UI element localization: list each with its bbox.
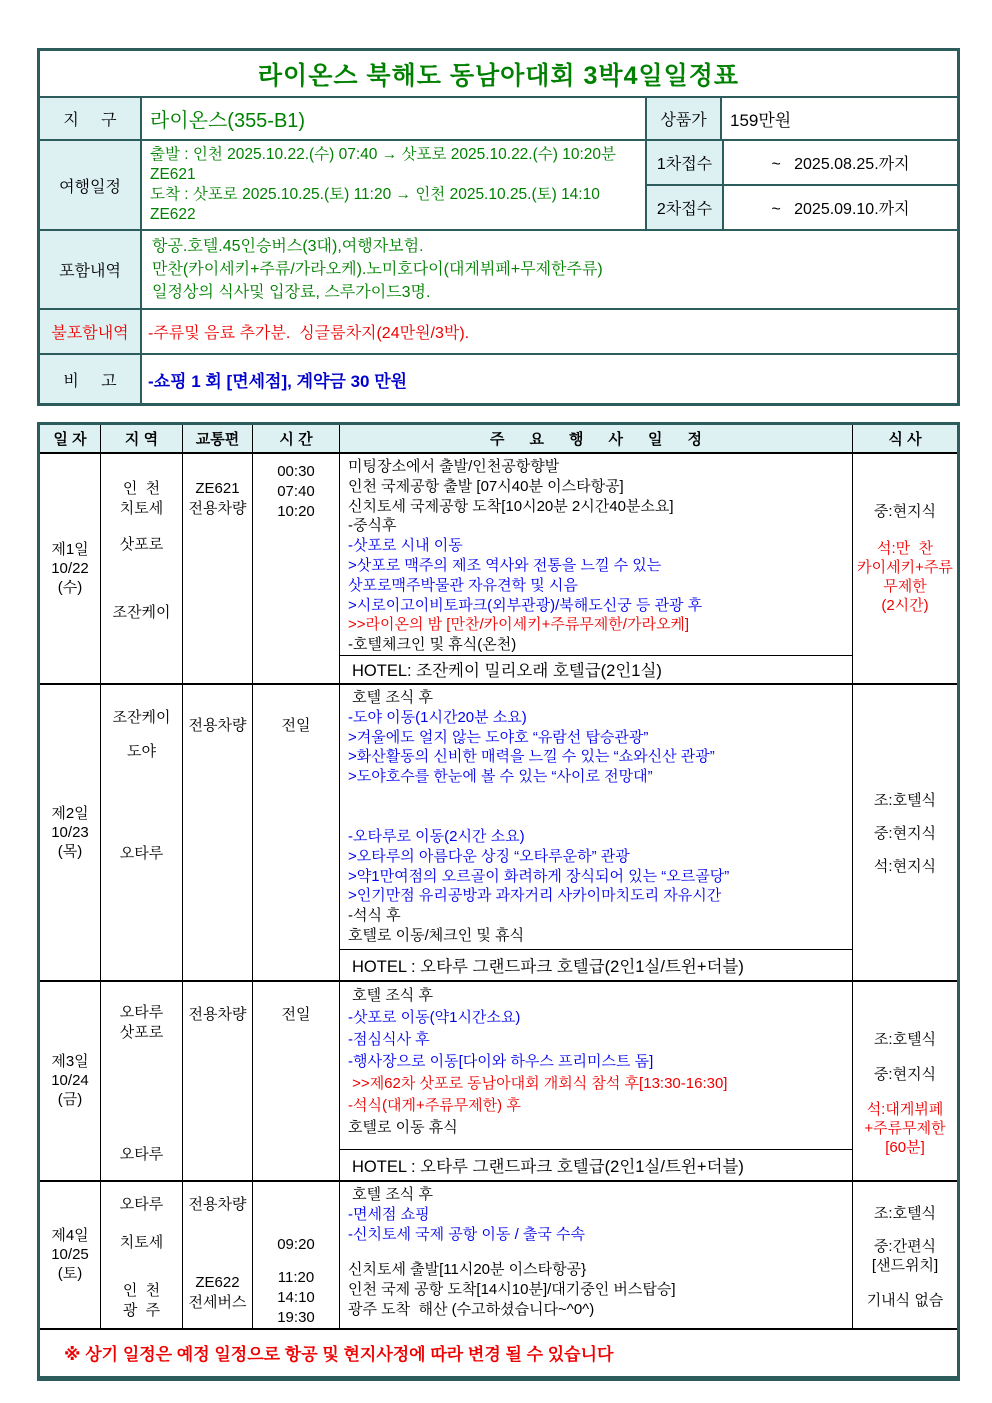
transport-cell [183, 982, 253, 1180]
meal-line: 카이세키+주류무제한 [857, 559, 953, 595]
schedule-row [40, 139, 957, 229]
day-row-2 [40, 683, 957, 980]
date-line: 10/25 [51, 1246, 89, 1264]
event-line: -호텔체크인 및 휴식(온천) [348, 636, 517, 654]
event-line: 호텔로 이동 휴식 [348, 1118, 458, 1136]
meal-line: 조:호텔식 [873, 1204, 937, 1222]
date-cell [40, 454, 101, 683]
region-line: 오타루 [119, 1003, 164, 1021]
reception-2-value: ~ 2025.09.10.까지 [771, 201, 910, 218]
event-line: >삿포로 맥주의 제조 역사와 전통을 느낄 수 있는 [348, 556, 662, 574]
event-line: 신치토세 국제공항 도착[10시20분 2시간40분소요] [348, 497, 674, 515]
meal-line: 중:간편식 [873, 1237, 937, 1255]
event-line: 삿포로맥주박물관 자유견학 및 시음 [348, 576, 578, 594]
meal-line: (2시간) [881, 597, 929, 614]
event-line: >인기만점 유리공방과 과자거리 사카이마치도리 자유시간 [348, 887, 722, 905]
exclude-label: 불포함내역 [40, 310, 142, 353]
price-label: 상품가 [645, 98, 722, 139]
event-line: 호텔 조식 후 [348, 688, 433, 706]
date-cell [40, 982, 101, 1180]
time-line: 00:30 [277, 463, 315, 480]
time-line: 전일 [281, 716, 311, 734]
page-title: 라이온스 북해도 동남아대회 3박4일일정표 [257, 61, 740, 90]
region-line: 광 주 [122, 1301, 161, 1319]
date-cell [40, 1182, 101, 1328]
meal-line: 석:현지식 [873, 857, 937, 875]
title-row [40, 51, 957, 96]
event-line: 광주 도착 해산 (수고하셨습니다~^0^) [348, 1300, 595, 1318]
date-line: 10/24 [51, 1072, 89, 1090]
include-content [142, 231, 957, 308]
meal-line: 석:만 찬 [877, 540, 933, 557]
hotel-info: HOTEL : 오타루 그랜드파크 호텔급(2인1실/트윈+더블) [340, 949, 852, 980]
transport-cell [183, 1182, 253, 1328]
region-line: 오타루 [119, 1145, 164, 1163]
date-line: 제1일 [51, 540, 89, 558]
region-line: 오타루 [119, 1195, 164, 1213]
date-line: (수) [57, 578, 83, 596]
time-cell [253, 982, 340, 1180]
event-list [340, 454, 852, 655]
event-line: >약1만여점의 오르골이 화려하게 장식되어 있는 “오르골당” [348, 867, 730, 885]
events-cell [340, 685, 853, 980]
itinerary-table [37, 422, 960, 1381]
transport-line: 전용차량 [188, 716, 247, 734]
region-cell [101, 685, 183, 980]
event-line: -도야 이동(1시간20분 소요) [348, 708, 527, 726]
region-line: 삿포로 [119, 536, 164, 553]
time-line: 09:20 [277, 1235, 315, 1253]
event-line: >겨울에도 얼지 않는 도야호 “유람선 탑승관광” [348, 728, 649, 746]
transport-line: ZE621 [195, 480, 240, 497]
meal-line: 중:현지식 [873, 503, 937, 520]
transport-line: 전용차량 [188, 500, 247, 517]
include-row [40, 229, 957, 308]
meal-cell [853, 1182, 957, 1328]
note-row [40, 353, 957, 403]
price-value: 159만원 [730, 111, 792, 130]
day-row-4 [40, 1180, 957, 1328]
day-row-3 [40, 980, 957, 1180]
date-cell [40, 685, 101, 980]
time-line: 19:30 [277, 1308, 315, 1326]
include-line: 항공.호텔.45인승버스(3대),여행자보험. [152, 238, 424, 255]
time-line: 11:20 [277, 1268, 315, 1286]
reception-1-label: 1차접수 [647, 141, 724, 184]
region-cell [101, 1182, 183, 1328]
transport-cell [183, 454, 253, 683]
flight-schedule [142, 141, 645, 229]
date-line: 제4일 [51, 1227, 89, 1245]
header-date: 일 자 [40, 425, 101, 452]
event-list [340, 685, 852, 949]
event-line: >>제62차 삿포로 동남아대회 개회식 참석 후[13:30-16:30] [348, 1074, 728, 1092]
meal-line: [샌드위치] [871, 1256, 939, 1274]
meal-cell [853, 685, 957, 980]
event-line: -삿포로 시내 이동 [348, 537, 463, 555]
itinerary-header-row [40, 425, 957, 452]
note-label: 비 고 [40, 355, 142, 403]
date-line: (목) [57, 842, 83, 860]
event-line: 인천 국제 공항 도착[14시10분]/대기중인 버스탑승] [348, 1281, 676, 1299]
meal-line: 중:현지식 [873, 824, 937, 842]
note-line: -쇼핑 1 회 [면세점], 계약금 30 만원 [148, 371, 408, 391]
exclude-row [40, 308, 957, 353]
include-label: 포함내역 [40, 231, 142, 308]
time-line: 10:20 [277, 503, 315, 520]
date-line: (금) [57, 1091, 83, 1109]
meal-line: 기내식 없슴 [866, 1291, 944, 1309]
schedule-line: 도착 : 삿포로 2025.10.25.(토) 11:20 → 인천 2025.10.25.(토) 14:10 ZE622 [150, 186, 605, 223]
include-line: 만찬(카이세키+주류/가라오케).노미호다이(대게뷔페+무제한주류) [152, 261, 603, 278]
reception-block [645, 141, 957, 229]
hotel-info: HOTEL: 조잔케이 밀리오래 호텔급(2인1실) [340, 655, 852, 683]
meal-line: 조:호텔식 [873, 1030, 937, 1048]
transport-line: 전세버스 [188, 1293, 247, 1311]
meal-cell [853, 982, 957, 1180]
hotel-info: HOTEL : 오타루 그랜드파크 호텔급(2인1실/트윈+더블) [340, 1149, 852, 1180]
schedule-line: 출발 : 인천 2025.10.22.(수) 07:40 → 삿포로 2025.10.22.(수) 10:20분 ZE621 [150, 146, 621, 183]
event-line: -신치토세 국제 공항 이동 / 출국 수속 [348, 1225, 586, 1243]
reception-1-row [647, 141, 957, 184]
footer-row [40, 1328, 957, 1376]
time-cell [253, 685, 340, 980]
event-line: -석식(대게+주류무제한) 후 [348, 1096, 521, 1114]
region-line: 삿포로 [119, 1023, 164, 1041]
meal-line: 조:호텔식 [873, 791, 937, 809]
event-line: >오타루의 아름다운 상징 “오타루운하” 관광 [348, 847, 630, 865]
date-line: (토) [57, 1265, 83, 1283]
event-line: 미팅장소에서 출발/인천공항향발 [348, 458, 560, 475]
time-cell [253, 1182, 340, 1328]
event-line: -점심식사 후 [348, 1030, 430, 1048]
event-line: -중식후 [348, 517, 397, 535]
region-line: 조잔케이 [112, 604, 171, 621]
event-line: -오타루로 이동(2시간 소요) [348, 827, 525, 845]
district-label: 지 구 [40, 98, 142, 139]
event-line: 호텔로 이동/체크인 및 휴식 [348, 926, 525, 944]
header-transport: 교통편 [183, 425, 253, 452]
event-list [340, 1182, 852, 1328]
district-row [40, 96, 957, 139]
region-cell [101, 454, 183, 683]
event-line: >>라이온의 밤 [만찬/카이세키+주류무제한/가라오케] [348, 616, 690, 634]
event-line: 신치토세 출발[11시20분 이스타항공} [348, 1261, 587, 1279]
exclude-content [142, 310, 957, 353]
region-line: 오타루 [119, 844, 164, 862]
include-line: 일정상의 식사및 입장료, 스루가이드3명. [152, 284, 431, 301]
event-line: -석식 후 [348, 907, 401, 925]
disclaimer-text: ※ 상기 일정은 예정 일정으로 항공 및 현지사정에 따라 변경 될 수 있습니다 [64, 1345, 614, 1365]
schedule-label: 여행일정 [40, 141, 142, 229]
time-line: 전일 [281, 1005, 311, 1023]
reception-2-label: 2차접수 [647, 186, 724, 229]
event-line: 호텔 조식 후 [348, 1185, 433, 1203]
event-line: -면세점 쇼핑 [348, 1205, 430, 1223]
date-line: 10/23 [51, 823, 89, 841]
date-line: 제2일 [51, 804, 89, 822]
region-cell [101, 982, 183, 1180]
event-line: -행사장으로 이동[다이와 하우스 프리미스트 돔] [348, 1052, 654, 1070]
transport-cell [183, 685, 253, 980]
time-cell [253, 454, 340, 683]
header-meal: 식 사 [888, 431, 922, 448]
event-line: 인천 국제공항 출발 [07시40분 이스타항공] [348, 477, 624, 495]
region-line: 인 천 [122, 1281, 161, 1299]
day-row-1 [40, 452, 957, 683]
region-line: 인 천 [122, 480, 161, 497]
events-cell [340, 1182, 853, 1328]
event-line: 호텔 조식 후 [348, 986, 433, 1004]
transport-line: ZE622 [195, 1273, 240, 1291]
region-line: 치토세 [119, 1233, 164, 1251]
date-line: 10/22 [51, 559, 89, 577]
region-line: 도야 [127, 742, 156, 760]
event-line: >시로이고이비토파크(외부관광)/북해도신궁 등 관광 후 [348, 596, 703, 614]
events-cell [340, 454, 853, 683]
events-cell [340, 982, 853, 1180]
transport-line: 전용차량 [188, 1005, 247, 1023]
region-line: 치토세 [119, 500, 164, 517]
reception-1-value: ~ 2025.08.25.까지 [771, 156, 910, 173]
event-line: >도야호수를 한눈에 볼 수 있는 “사이로 전망대” [348, 768, 653, 786]
meal-line: 중:현지식 [873, 1065, 937, 1083]
transport-line: 전용차량 [188, 1195, 247, 1213]
time-line: 07:40 [277, 483, 315, 500]
meal-line: [60분] [885, 1138, 925, 1156]
header-time: 시 간 [253, 425, 340, 452]
header-events: 주 요 행 사 일 정 [340, 425, 853, 452]
region-line: 조잔케이 [112, 708, 171, 726]
trip-info-table [37, 48, 960, 406]
meal-line: 석:대게뷔페+주류무제한 [864, 1100, 946, 1137]
district-value: 라이온스(355-B1) [150, 110, 306, 132]
date-line: 제3일 [51, 1053, 89, 1071]
event-line: -삿포로 이동(약1시간소요) [348, 1008, 521, 1026]
reception-2-row [647, 184, 957, 229]
event-list [340, 982, 852, 1149]
event-line: >화산활동의 신비한 매력을 느낄 수 있는 “쇼와신산 관광” [348, 748, 715, 766]
note-content [142, 355, 957, 403]
time-line: 14:10 [277, 1288, 315, 1306]
exclude-line: -주류및 음료 추가분. 싱글룸차지(24만원/3박). [148, 325, 470, 342]
header-region: 지 역 [101, 425, 183, 452]
meal-cell [853, 454, 957, 683]
